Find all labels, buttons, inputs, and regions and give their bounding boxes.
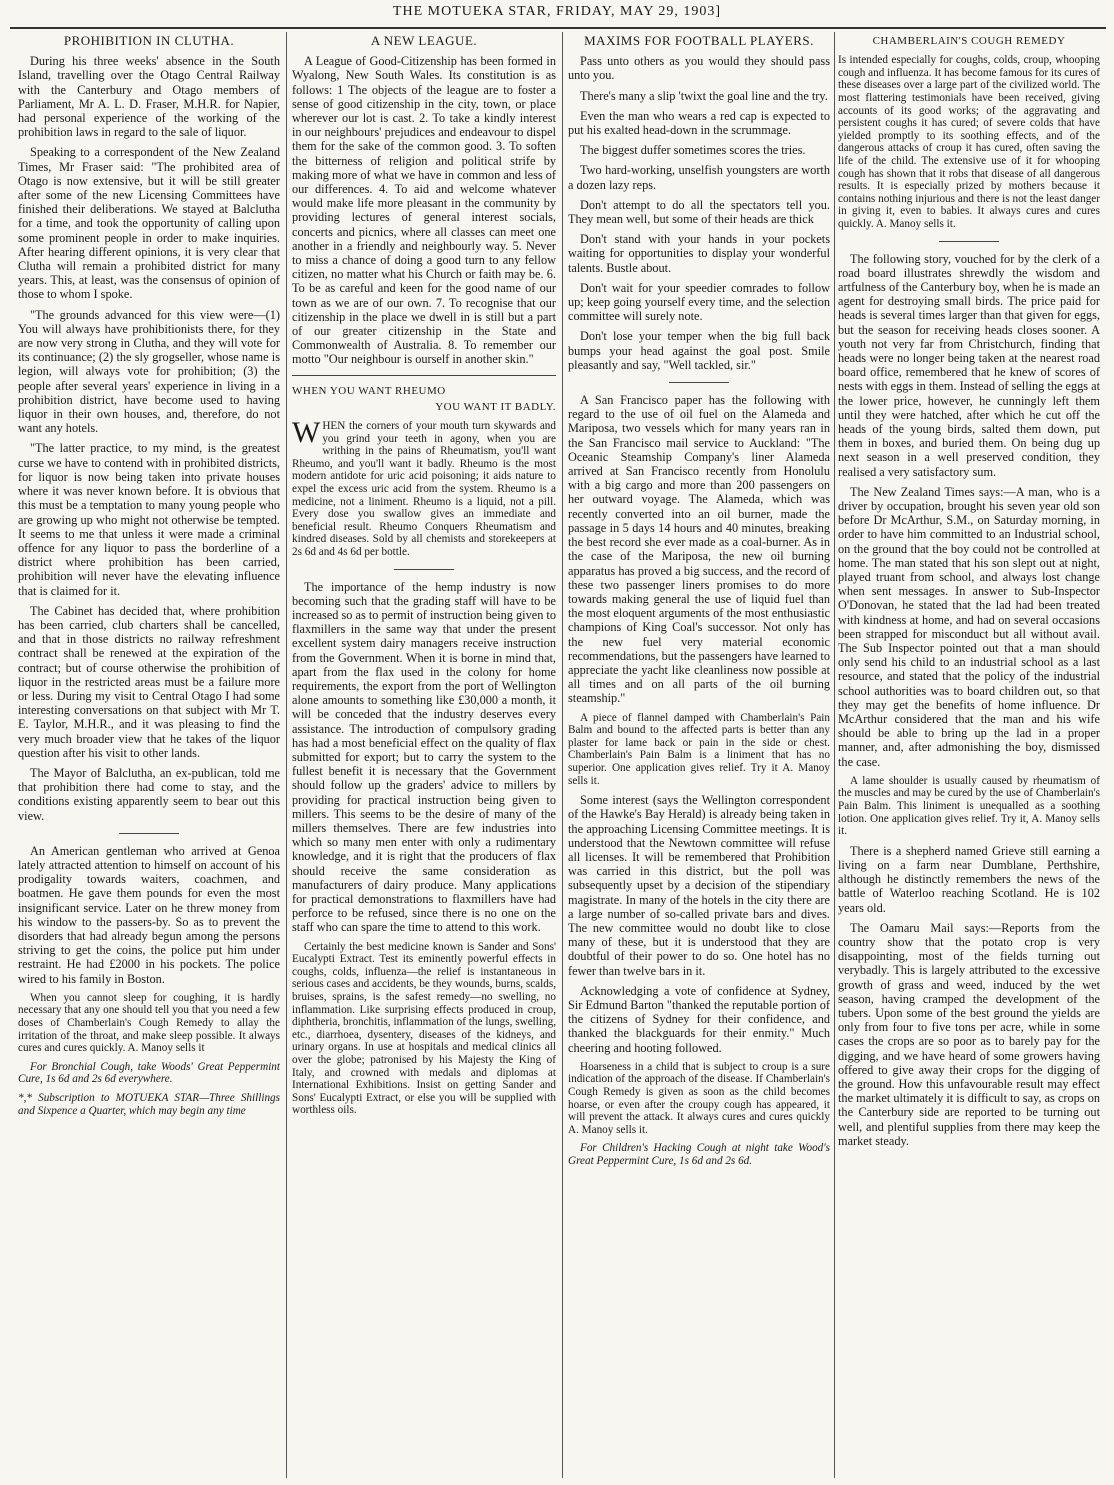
article-paragraph: The Mayor of Balclutha, an ex-publican, told me that prohibition there had come to stay, and the conditions existing apparently seem to bear out this view.	[18, 765, 280, 823]
article-paragraph: The importance of the hemp industry is now becoming such that the grading staff will have to be increased so as to permit of instruction being given to flaxmillers in the same way that under the present excellent system dairy managers receive instruction from the Government. When it is borne in mind that, apart from the flax used in the colony for home requirements, the export from the port of Wellington alone amounts to something like £30,000 a month, it will be conceded that the industry deserves every assistance. The introduction of compulsory grading has had a most beneficial effect on the quality of flax submitted for export; but to carry the system to the fullest benefit it is necessary that the Government should follow up the graders' advice to millers by providing for practical instruction being given to millers. This seems to be the desire of many of the millers themselves. There are few industries into which so many men enter with only a rudimentary knowledge, and it is right that the producers of flax should receive the same consideration as manufacturers of dairy produce. Many applications for practical demonstrations to flaxmillers have had perforce to be refused, since there is no one on the staff who can spare the time to attend to this work.	[292, 579, 556, 935]
column-2	[292, 32, 556, 1478]
article-paragraph: A San Francisco paper has the following with regard to the use of oil fuel on the Alameda and Mariposa, two vessels which for many years ran in the San Francisco mail service to Auckland: "The Oceanic Steamship Company's liner Alameda arrived at San Francisco recently from Honolulu with a big cargo and more than 200 passengers on her outward voyage. The Alameda, which was recently converted into an oil burner, made the passage in 5 days 14 hours and 40 minutes, breaking the best record she ever made as a coal-burner. As in the case of the Mariposa, the new oil burning apparatus has proved a big success, and the record of these two passenger liners promises to do more towards making general the use of liquid fuel than the most eloquent arguments of the most enthusiastic champions of King Coal's successor. Not only has the new fuel very material economic recommendations, but the passengers have learned to appreciate the yacht like cleanliness now possible at all times and on all parts of the oil burning steamship."	[568, 393, 830, 706]
article-paragraph: Acknowledging a vote of confidence at Sydney, Sir Edmund Barton "thanked the reputable portion of the citizens of Sydney for their confidence, and thanked the blackguards for their enmity." Much cheering and hooting followed.	[568, 983, 830, 1055]
maxim: There's many a slip 'twixt the goal line and the try.	[580, 88, 828, 103]
article-paragraph: The Cabinet has decided that, where prohibition has been carried, club charters shall be cancelled, and that in those districts no railway refreshment contract shall be renewed at the expiration of the contract; but of course otherwise the prohibition of liquor in the restricted areas must be a failure more or less. During my visit to Central Otago I had some interesting conversations on that subject with Mr T. E. Taylor, M.H.R., and it was pleasing to find the very much broader view that he takes of the liquor question after his visit to other lands.	[18, 603, 280, 760]
column-divider	[834, 32, 835, 1478]
maxim: Don't lose your temper when the big full back bumps your head against the goal post. Smile pleasantly and say, "Well tackled, sir."	[568, 329, 830, 372]
ad-subheading: YOU WANT IT BADLY.	[435, 400, 556, 413]
separator	[119, 833, 179, 834]
advertisement: When you cannot sleep for coughing, it is hardly necessary that any one should tell you that you need a few doses of Chamberlain's Cough Remedy to allay the irritation of the throat, and make sleep possible. It always cures and cures quickly. A. Manoy sells it	[18, 991, 280, 1055]
column-1	[18, 32, 280, 1478]
advertisement: Certainly the best medicine known is Sander and Sons' Eucalypti Extract. Test its eminently powerful effects in coughs, colds, influenza—the relief is instantaneous in serious cases and accidents, be they wounds, burns, scalds, bruises, sprains, is the safest remedy—no swelling, no inflammation. Like surprising effects produced in croup, diphtheria, bronchitis, inflammation of the lungs, swelling, etc., diarrhoea, dysentery, diseases of the kidneys, and urinary organs. In use at hospitals and medical clinics all over the globe; patronised by his Majesty the King of Italy, and crowned with medals and diplomas at International Exhibitions. Insist on getting Sander and Sons' Eucalypti Extract, or else you will be supplied with worthless oils.	[292, 940, 556, 1117]
article-paragraph: A League of Good-Citizenship has been formed in Wyalong, New South Wales. Its constitution is as follows: 1 The objects of the league are to foster a sense of good citizenship in the city, town, or place wherever our lot is cast. 2. To take a kindly interest in our neighbours' prejudices and endeavour to dispel them for the sake of the common good. 3. To soften the bitterness of religion and political strife by making more of what we have in common and less of our differences. 4. To aid and welcome whatever would make life more pleasant in the community by providing lectures of general interest socials, concerts and picnics, where all classes can meet one another in a friendly and neighbourly way. 5. Never to miss a chance of doing a good turn to any fellow citizen, no matter what his Church or faith may be. 6. To be as careful and keen for the good name of our town as we are of our own. 7. To recognise that our citizenship in the place we dwell in is still but a part of our greater citizenship in the State and Commonwealth of Australia. 8. To remember our motto "Our neighbour is ourself in another skin."	[292, 54, 556, 367]
advertisement	[292, 416, 556, 559]
separator	[394, 569, 454, 570]
article-paragraph: The New Zealand Times says:—A man, who is a driver by occupation, brought his seven year old son before Dr McArthur, S.M., on Saturday morning, in order to have him committed to an Industrial school, on the ground that the boy could not be controlled at home. The man stated that his son slept out at night, played truant from school, and always lost change when sent messages. In answer to Sub-Inspector O'Donovan, he stated that the lad had been treated with kindness at home, and had on several occasions been strapped for misconduct but all without avail. The Sub Inspector pointed out that a man should only send his child to an industrial school as a last resource, and stated that the policy of the industrial school authorities was to board children out, so that they may get the benefits of home influence. Dr McArthur considered that the man and his wife should be able to bring up the lad in a proper manner, and, after admonishing the boy, dismissed the case.	[838, 484, 1100, 769]
column-divider	[286, 32, 287, 1478]
advertisement: Is intended especially for coughs, colds, croup, whooping cough and influenza. It has become famous for its cures of these diseases over a large part of the civilized world. The most flattering testimonials have been received, giving accounts of its good works; of the aggravating and persistent coughs it has cured; of severe colds that have yielded promptly to its soothing effects, and of the dangerous attacks of croup it has cured, often saving the life of the child. The extensive use of it for whooping cough has shown that it robs that disease of all dangerous results. It is especially prized by mothers because it contains nothing injurious and there is not the least danger in giving it, even to babies. It always cures and cures quickly. A. Manoy sells it.	[838, 54, 1100, 230]
drop-cap: W	[292, 416, 321, 450]
column-3	[568, 32, 830, 1478]
article-paragraph: "The latter practice, to my mind, is the greatest curse we have to contend with in prohibited districts, for liquor is now being taken into private houses where it was never known before. It is obvious that this must be a temptation to many young people who are growing up who might not otherwise be tempted. It seems to me that unless it were made a criminal offence for any liquor to pass the borderline of a district where prohibition has been carried, prohibition will never have the elevating influence that is claimed for it.	[18, 441, 280, 598]
article-heading: PROHIBITION IN CLUTHA.	[63, 33, 235, 48]
ad-text: HEN the corners of your mouth turn skywards and you grind your teeth in agony, when you are writhing in the pains of Rheumatism, you'll want Rheumo, and you'll want it badly. Rheumo is the most modern antidote for uric acid poisoning; it aids nature to expel the excess uric acid from the system. Rheumo is a medicine, not a liniment. Rheumo is a liquid, not a pill. Every dose you swallow gives an immediate and beneficial result. Rheumo Conquers Rheumatism and kindred diseases. Sold by all chemists and storekeepers at 2s 6d and 4s 6d per bottle.	[292, 420, 556, 559]
advertisement: For Bronchial Cough, take Woods' Great Peppermint Cure, 1s 6d and 2s 6d everywhere.	[18, 1060, 280, 1086]
maxim: Even the man who wears a red cap is expected to put his exalted head-down in the scrummage.	[568, 108, 830, 138]
maxim: Two hard-working, unselfish youngsters are worth a dozen lazy reps.	[568, 163, 830, 192]
maxim: Don't attempt to do all the spectators tell you. They mean well, but some of their heads are thick	[568, 197, 830, 227]
separator	[292, 375, 556, 376]
advertisement: Hoarseness in a child that is subject to croup is a sure indication of the approach of the disease. If Chamberlain's Cough Remedy is given as soon as the child becomes hoarse, or even after the croupy cough has appeared, it will prevent the attack. It always cures and cures quickly A. Manoy sells it.	[568, 1060, 830, 1136]
subscription-notice: *,* Subscription to MOTUEKA STAR—Three Shillings and Sixpence a Quarter, which may begin any time	[18, 1091, 280, 1117]
article-paragraph: Speaking to a correspondent of the New Zealand Times, Mr Fraser said: "The prohibited area of Otago is now extensive, but it will be still greater after some of the new Licensing Committees have finished their deliberations. We stayed at Balclutha for a time, and took the opportunity of calling upon some prominent people in order to make inquiries. After hearing different opinions, it is very clear that Clutha will remain a prohibited district for many years. This, at least, was the consensus of opinion of those to whom I spoke.	[18, 145, 280, 302]
maxim: Don't stand with your hands in your pockets waiting for opportunities to display your wonderful talents. Bustle about.	[568, 232, 830, 275]
advertisement: A lame shoulder is usually caused by rheumatism of the muscles and may be cured by the use of Chamberlain's Pain Balm. This liniment is unequalled as a soothing lotion. One application gives relief. Try it, A. Manoy sells it.	[838, 774, 1100, 838]
advertisement: A piece of flannel damped with Chamberlain's Pain Balm and bound to the affected parts is better than any plaster for lame back or pain in the side or chest. Chamberlain's Pain Balm is a liniment that has no superior. One application gives relief. Try it A. Manoy sells it.	[568, 711, 830, 787]
article-heading: A NEW LEAGUE.	[370, 33, 478, 48]
masthead-rule	[10, 27, 1106, 29]
article-paragraph: During his three weeks' absence in the South Island, travelling over the Otago Central Railway with the Canterbury and Otago members of Parliament, Mr A. L. D. Fraser, M.H.R. for Napier, had personal experience of the working of the prohibition laws in regard to the sale of liquor.	[18, 54, 280, 140]
article-heading: MAXIMS FOR FOOTBALL PLAYERS.	[584, 33, 814, 48]
article-paragraph: An American gentleman who arrived at Genoa lately attracted attention to himself on account of his prodigality towards waiters, coachmen, and boatmen. He gave them pounds for even the most insignificant service. Later on he threw money from his window to the passers-by. So as to prevent the disorders that had already begun among the persons striving to get the coins, the police put him under restraint. He had £2000 in his pockets. The police wired to his family in Boston.	[18, 843, 280, 986]
separator	[669, 382, 729, 383]
column-4	[838, 32, 1100, 1478]
article-paragraph: "The grounds advanced for this view were—(1) You will always have prohibitionists there, for they are now very strong in Clutha, and they will vote for its continuance; (2) the sly grogseller, whose name is legion, will always vote for prohibition; (3) the people after several years' experience in living in a prohibition district, have become used to having liquor in their own houses, and, therefore, do not want any hotels.	[18, 307, 280, 436]
maxim: Don't wait for your speedier comrades to follow up; keep going yourself every time, and the selection committee will surely note.	[568, 280, 830, 324]
separator	[939, 241, 999, 242]
article-paragraph: Some interest (says the Wellington correspondent of the Hawke's Bay Herald) is already being taken in the approaching Licensing Committee meetings. It is understood that the Newtown committee will refuse all licenses. It will be remembered that Prohibition was carried in this district, but the poll was subsequently upset by a decision of the stipendiary magistrate. In many of the hotels in the city there are a large number of so-called private bars and dives. The new committee would no doubt like to close many of these, but it is understood that they are doubtful of their power to do so. One hotel has no fewer than twelve bars in it.	[568, 793, 830, 978]
column-divider	[562, 32, 563, 1478]
ad-heading: CHAMBERLAIN'S COUGH REMEDY	[872, 35, 1066, 47]
article-paragraph: There is a shepherd named Grieve still earning a living on a farm near Dumblane, Perthshire, although he distinctly remembers the news of the battle of Waterloo reaching Scotland. He is 102 years old.	[838, 843, 1100, 915]
masthead: THE MOTUEKA STAR, FRIDAY, MAY 29, 1903]	[392, 4, 722, 19]
article-paragraph: The Oamaru Mail says:—Reports from the country show that the potato crop is very disappointing, most of the fields turning out verybadly. This is largely attributed to the excessive growth of grass and weed, induced by the wet season, having cramped the development of the tubers. Upon some of the best ground the yields are only from four to five tons per acre, while in some cases the crops are so poor as to barely pay for the digging, and we have heard of some growers having offered to give away their crops for the digging of the ground. How this unfavourable result may effect the market ultimately it is difficult to say, as crops on the Canterbury side are reported to be turning out well, and plentiful supplies from there may keep the market steady.	[838, 920, 1100, 1148]
article-paragraph: The following story, vouched for by the clerk of a road board illustrates shrewdly the wisdom and artfulness of the Canterbury boy, when he is made an agent for destroying small birds. The price paid for heads is several times larger than that given for eggs, but the season for receiving heads closes sooner. A youth not very far from Christchurch, finding that heads were no longer being taken at the nearest road board office, remembered that he knew of scores of nests with eggs in them. Instead of selling the eggs at the lower price, however, he cunningly left them until they were hatched, after which he cut off the heads of the young birds, salted them down, put them in boxes, and buried them. On being dug up next season in a well preserved condition, they realised a very satisfactory sum.	[838, 251, 1100, 479]
maxim: Pass unto others as you would they should pass unto you.	[568, 54, 830, 83]
maxim: The biggest duffer sometimes scores the tries.	[580, 143, 806, 158]
ad-heading: WHEN YOU WANT RHEUMO	[292, 384, 446, 397]
advertisement: For Children's Hacking Cough at night take Wood's Great Peppermint Cure, 1s 6d and 2s 6d.	[568, 1142, 830, 1167]
